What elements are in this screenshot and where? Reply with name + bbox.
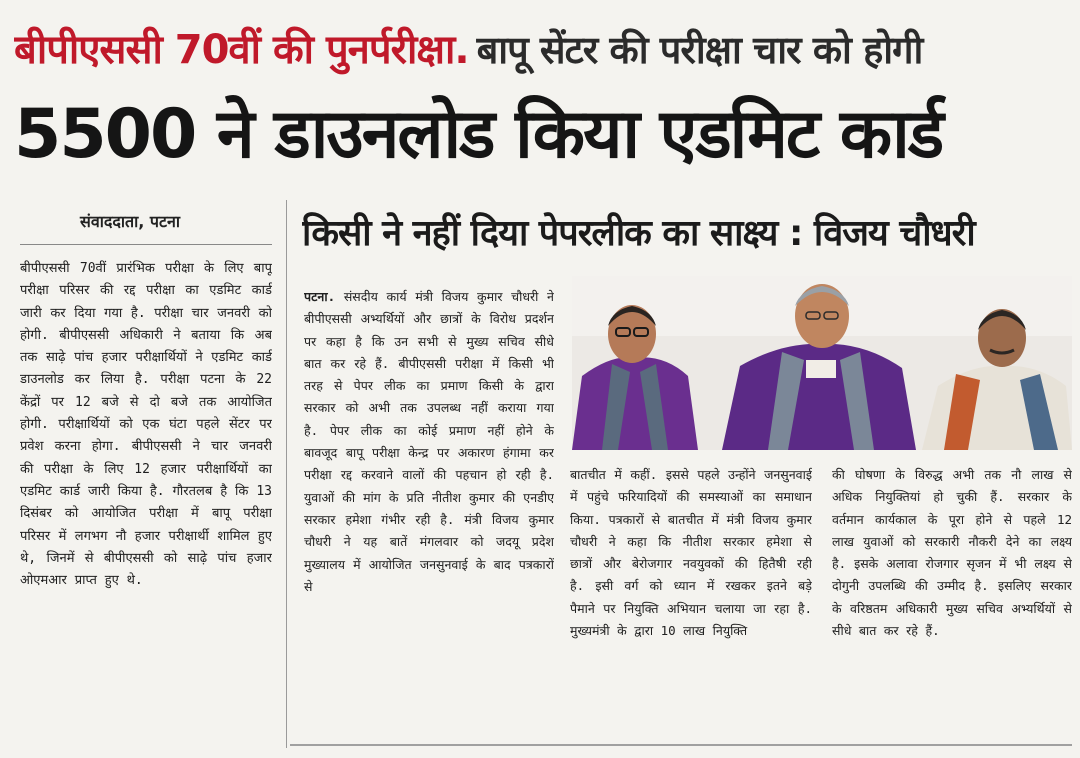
column-divider bbox=[286, 200, 287, 748]
main-headline: 5500 ने डाउनलोड किया एडमिट कार्ड bbox=[14, 95, 943, 174]
bottom-divider bbox=[290, 744, 1072, 746]
byline-divider bbox=[20, 244, 272, 245]
news-photo bbox=[572, 276, 1072, 450]
right-story-column-3: की घोषणा के विरुद्ध अभी तक नौ लाख से अधिक नियुक्तियां हो चुकी हैं. सरकार के वर्तमान कार्यकाल के पूरा होने से पहले 12 लाख युवाओं को सरकारी नौकरी देने का लक्ष्य है. इसके अलावा रोजगार सृजन में भी लक्ष्य से दोगुनी उपलब्धि की उम्मीद है. इसलिए सरकार के वरिष्ठतम अधिकारी मुख्य सचिव अभ्यर्थियों से सीधे बात कर रहे हैं. bbox=[832, 467, 1072, 639]
kicker-red-text: बीपीएससी 70वीं की पुनर्परीक्षा. bbox=[14, 27, 469, 73]
headline-kicker bbox=[14, 20, 1070, 78]
right-story-column-2: बातचीत में कहीं. इससे पहले उन्होंने जनसुनवाई में पहुंचे फरियादियों की समस्याओं का समाधान किया. पत्रकारों से बातचीत में मंत्री विजय कुमार चौधरी ने कहा कि नीतीश सरकार हमेशा से छात्रों और बेरोजगार नवयुवकों की हितैषी रही है. इसी वर्ग को ध्यान में रखकर इतने बड़े पैमाने पर नियुक्ति अभियान चलाया जा रहा है. मुख्यमंत्री के द्वारा 10 लाख नियुक्ति bbox=[570, 467, 812, 639]
left-story-body: बीपीएससी 70वीं प्रारंभिक परीक्षा के लिए बापू परीक्षा परिसर की रद्द परीक्षा का एडमिट कार्ड जारी कर दिया गया है. परीक्षा चार जनवरी को होगी. बीपीएससी अधिकारी ने बताया कि अब तक साढ़े पांच हजार परीक्षार्थियों ने एडमिट कार्ड डाउनलोड कर लिया है. परीक्षा पटना के 22 केंद्रों पर 12 बजे से दो बजे तक आयोजित होगी. परीक्षार्थियों को एक घंटा पहले सेंटर पर प्रवेश करना होगा. बीपीएससी ने चार जनवरी की परीक्षा के लिए 12 हजार परीक्षार्थियों का एडमिट कार्ड जारी किया है. गौरतलब है कि 13 दिसंबर को आयोजित परीक्षा में बापू परीक्षा परिसर में लगभग नौ हजार परीक्षार्थी शामिल हुए थे, जिनमें से बीपीएससी को साढ़े पांच हजार ओएमआर प्राप्त हुए थे. bbox=[20, 261, 272, 589]
right-story-headline: किसी ने नहीं दिया पेपरलीक का साक्ष्य : विजय चौधरी bbox=[302, 213, 975, 254]
dateline: पटना. bbox=[304, 289, 336, 304]
photo-illustration bbox=[572, 276, 1072, 450]
column-1-text: संसदीय कार्य मंत्री विजय कुमार चौधरी ने बीपीएससी अभ्यर्थियों और छात्रों के विरोध प्रदर्शन पर कहा है कि उन सभी से मुख्य सचिव सीधे बात कर रहे हैं. बीपीएससी परीक्षा में किसी भी तरह से पेपर लीक का प्रमाण किसी के द्वारा सरकार को अभी तक उपलब्ध नहीं कराया गया है. पेपर लीक का कोई प्रमाण नहीं होने के बावजूद बापू परीक्षा केन्द्र पर अकारण हंगामा कर परीक्षा रद्द करवाने वालों की पहचान हो रही है. युवाओं की मांग के प्रति नीतीश कुमार की एनडीए सरकार हमेशा गंभीर रही है. मंत्री विजय कुमार चौधरी ने यह बातें मंगलवार को जदयू प्रदेश मुख्यालय में आयोजित जनसुनवाई के बाद पत्रकारों से bbox=[304, 289, 554, 594]
right-story-column-1 bbox=[304, 286, 554, 726]
byline: संवाददाता, पटना bbox=[80, 212, 181, 231]
kicker-dark-text: बापू सेंटर की परीक्षा चार को होगी bbox=[476, 28, 923, 72]
